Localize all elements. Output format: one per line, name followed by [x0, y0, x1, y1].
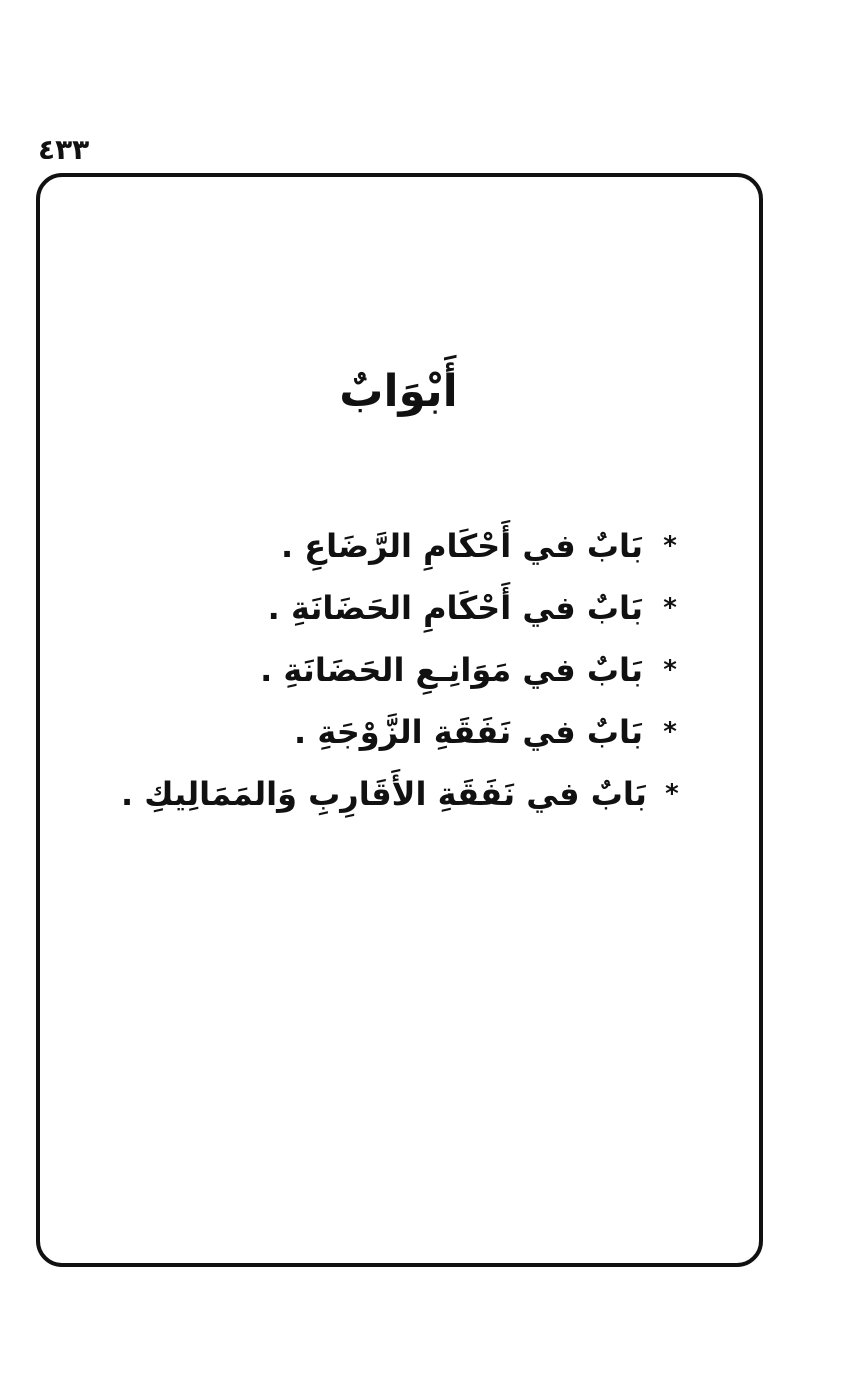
asterisk-bullet-icon: *	[663, 655, 677, 685]
asterisk-bullet-icon: *	[663, 531, 677, 561]
chapter-title: بَابٌ في نَفَقَةِ الزَّوْجَةِ .	[294, 713, 643, 751]
chapter-title: بَابٌ في مَوَانِـعِ الحَضَانَةِ .	[260, 651, 643, 689]
list-item	[121, 577, 681, 639]
chapter-title: بَابٌ في نَفَقَةِ الأَقَارِبِ وَالمَمَالِيكِ .	[121, 775, 647, 813]
section-title: أَبْوَابٌ	[339, 366, 458, 417]
chapter-list	[121, 515, 681, 825]
page-number: ٤٣٣	[38, 133, 90, 166]
list-item	[121, 515, 681, 577]
asterisk-bullet-icon: *	[663, 717, 677, 747]
asterisk-bullet-icon: *	[665, 779, 679, 809]
list-item	[121, 701, 681, 763]
list-item	[121, 763, 681, 825]
asterisk-bullet-icon: *	[663, 593, 677, 623]
chapter-title: بَابٌ في أَحْكَامِ الحَضَانَةِ .	[267, 589, 643, 627]
list-item	[121, 639, 681, 701]
chapter-title: بَابٌ في أَحْكَامِ الرَّضَاعِ .	[280, 527, 643, 565]
